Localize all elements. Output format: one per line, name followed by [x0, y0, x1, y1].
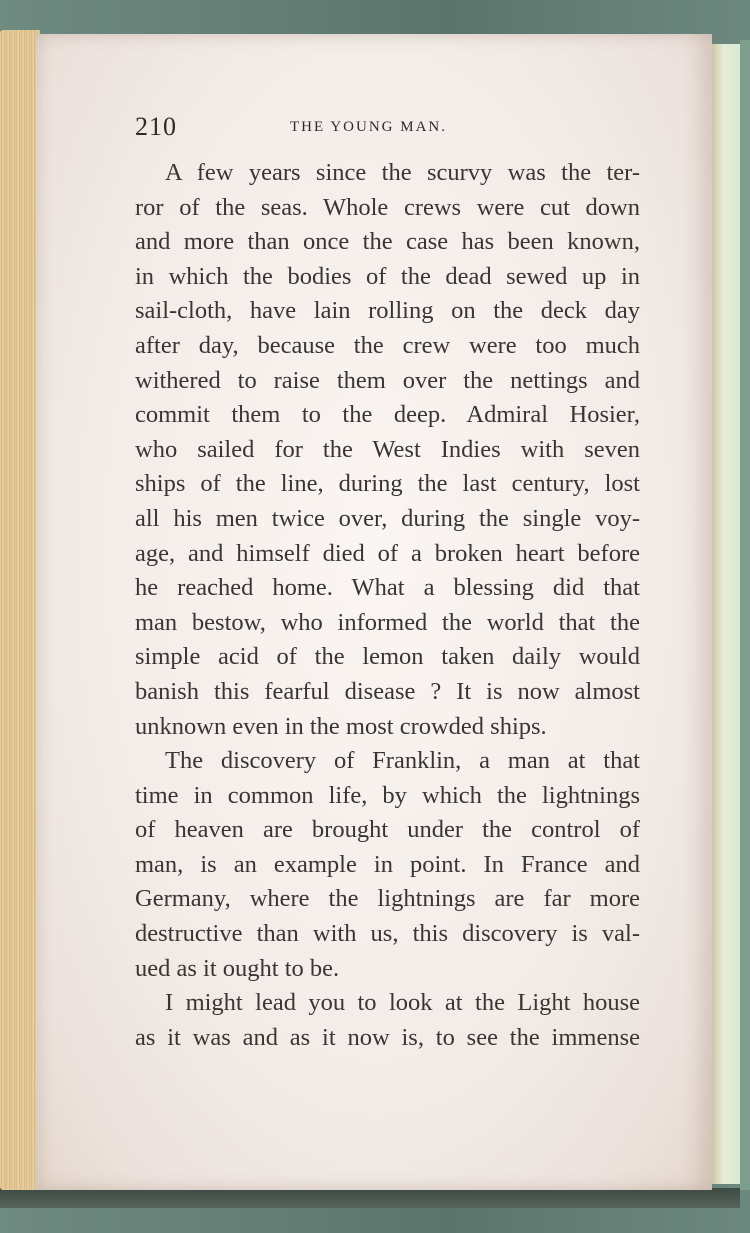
text-line: banish this fearful disease ? It is now almost: [135, 677, 640, 705]
text-line: unknown even in the most crowded ships.: [135, 712, 547, 740]
running-title: THE YOUNG MAN.: [290, 119, 448, 135]
text-line: and more than once the case has been known,: [135, 228, 640, 256]
text-line: who sailed for the West Indies with seven: [135, 435, 640, 463]
text-line: ror of the seas. Whole crews were cut down: [135, 193, 640, 221]
text-line: he reached home. What a blessing did that: [135, 574, 640, 602]
text-line: A few years since the scurvy was the ter-: [165, 159, 640, 186]
facing-page-edge: [712, 44, 740, 1184]
page-stack-edges: [0, 30, 40, 1190]
text-line: man bestow, who informed the world that the: [135, 608, 640, 636]
text-line: The discovery of Franklin, a man at that: [165, 747, 640, 775]
text-line: withered to raise them over the nettings and: [135, 366, 640, 394]
text-line: ships of the line, during the last century, lost: [135, 470, 640, 498]
page-number: 210: [135, 112, 177, 141]
text-line: of heaven are brought under the control of: [135, 816, 640, 844]
text-line: simple acid of the lemon taken daily would: [135, 643, 640, 671]
text-line: Germany, where the lightnings are far more: [135, 885, 640, 913]
text-line: as it was and as it now is, to see the immense: [135, 1023, 640, 1051]
text-line: commit them to the deep. Admiral Hosier,: [135, 401, 640, 429]
text-line: in which the bodies of the dead sewed up in: [135, 262, 640, 290]
text-line: time in common life, by which the lightnings: [135, 781, 640, 809]
text-line: age, and himself died of a broken heart before: [135, 539, 640, 567]
text-line: ued as it ought to be.: [135, 954, 340, 982]
book-cover-edge: [0, 1188, 740, 1208]
text-line: all his men twice over, during the single voy-: [135, 504, 640, 532]
text-line: sail-cloth, have lain rolling on the deck day: [135, 297, 640, 325]
book-board-edge: [740, 40, 750, 1190]
running-head: [135, 112, 640, 146]
text-line: destructive than with us, this discovery is val-: [135, 920, 640, 948]
text-line: man, is an example in point. In France and: [135, 850, 640, 878]
text-line: I might lead you to look at the Light house: [165, 989, 640, 1017]
text-line: after day, because the crew were too much: [135, 331, 640, 359]
body-text: [135, 156, 640, 1055]
